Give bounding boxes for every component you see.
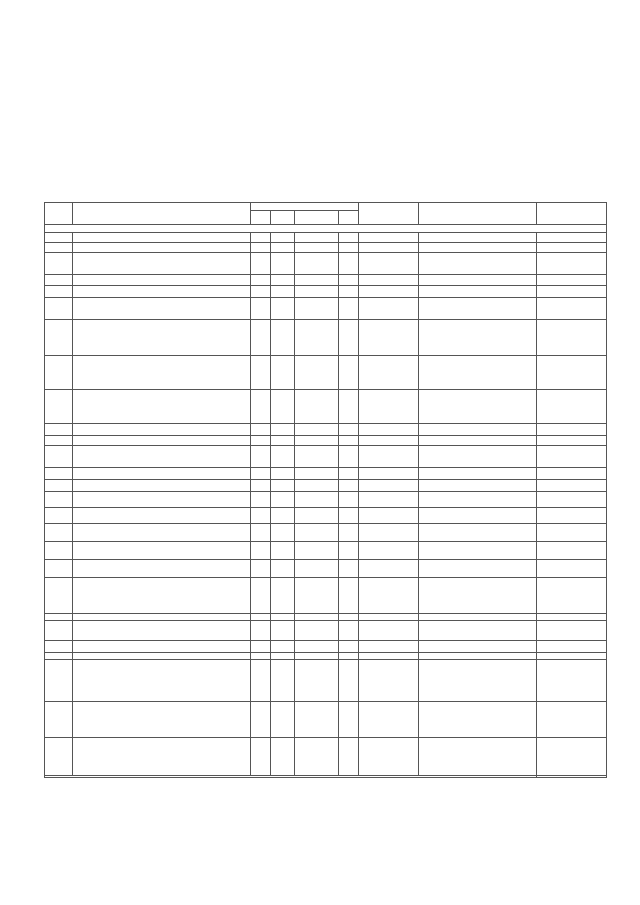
row-main-manager — [359, 560, 419, 578]
row-csr — [295, 390, 339, 424]
row-csr — [295, 253, 339, 275]
row-vr — [339, 524, 359, 542]
row-grbs — [251, 508, 271, 524]
row-grbs — [251, 660, 271, 702]
row-name — [73, 641, 251, 653]
row-number — [45, 320, 73, 356]
row-vr — [339, 468, 359, 480]
row-grbs — [251, 614, 271, 621]
row-csr — [295, 233, 339, 243]
row-name — [73, 233, 251, 243]
row-grbs — [251, 653, 271, 660]
row-name — [73, 298, 251, 320]
row-csr — [295, 436, 339, 446]
row-amount — [537, 508, 607, 524]
row-number — [45, 356, 73, 390]
row-distributor — [419, 702, 537, 738]
table-row — [45, 641, 607, 653]
table-row — [45, 436, 607, 446]
row-section-code — [271, 621, 295, 641]
row-grbs — [251, 468, 271, 480]
row-number — [45, 560, 73, 578]
table-row — [45, 621, 607, 641]
row-name — [73, 614, 251, 621]
header-grbs — [251, 211, 271, 225]
row-csr — [295, 286, 339, 298]
row-amount — [537, 243, 607, 253]
row-vr — [339, 480, 359, 492]
row-section-code — [271, 641, 295, 653]
row-amount — [537, 356, 607, 390]
row-grbs — [251, 446, 271, 468]
row-main-manager — [359, 641, 419, 653]
row-number — [45, 492, 73, 508]
row-name — [73, 286, 251, 298]
section-title — [45, 225, 607, 233]
budget-table — [44, 202, 607, 778]
table-row — [45, 660, 607, 702]
row-number — [45, 233, 73, 243]
row-vr — [339, 390, 359, 424]
row-main-manager — [359, 286, 419, 298]
row-name — [73, 653, 251, 660]
row-section-code — [271, 738, 295, 776]
row-number — [45, 738, 73, 776]
row-grbs — [251, 275, 271, 286]
row-main-manager — [359, 578, 419, 614]
row-amount — [537, 480, 607, 492]
row-distributor — [419, 243, 537, 253]
row-amount — [537, 424, 607, 436]
row-distributor — [419, 738, 537, 776]
row-vr — [339, 508, 359, 524]
row-distributor — [419, 653, 537, 660]
row-distributor — [419, 446, 537, 468]
row-number — [45, 298, 73, 320]
row-grbs — [251, 233, 271, 243]
row-section-code — [271, 424, 295, 436]
table-row — [45, 275, 607, 286]
table-row — [45, 243, 607, 253]
table-row — [45, 320, 607, 356]
row-csr — [295, 275, 339, 286]
row-distributor — [419, 298, 537, 320]
row-section-code — [271, 578, 295, 614]
row-vr — [339, 253, 359, 275]
row-section-code — [271, 286, 295, 298]
row-csr — [295, 621, 339, 641]
row-csr — [295, 614, 339, 621]
row-grbs — [251, 253, 271, 275]
row-vr — [339, 233, 359, 243]
row-main-manager — [359, 424, 419, 436]
row-amount — [537, 390, 607, 424]
row-amount — [537, 275, 607, 286]
table-row — [45, 446, 607, 468]
row-number — [45, 390, 73, 424]
row-section-code — [271, 614, 295, 621]
header-section — [271, 211, 295, 225]
table-row — [45, 738, 607, 776]
row-section-code — [271, 253, 295, 275]
row-number — [45, 275, 73, 286]
row-csr — [295, 480, 339, 492]
row-grbs — [251, 298, 271, 320]
table-row — [45, 356, 607, 390]
row-distributor — [419, 468, 537, 480]
section-row — [45, 225, 607, 233]
row-section-code — [271, 320, 295, 356]
row-amount — [537, 578, 607, 614]
row-grbs — [251, 243, 271, 253]
row-amount — [537, 560, 607, 578]
row-csr — [295, 524, 339, 542]
row-number — [45, 508, 73, 524]
row-name — [73, 508, 251, 524]
row-vr — [339, 621, 359, 641]
row-main-manager — [359, 320, 419, 356]
row-vr — [339, 542, 359, 560]
row-main-manager — [359, 524, 419, 542]
row-distributor — [419, 621, 537, 641]
row-section-code — [271, 492, 295, 508]
row-main-manager — [359, 253, 419, 275]
total-amount — [537, 776, 607, 778]
row-vr — [339, 738, 359, 776]
row-section-code — [271, 446, 295, 468]
row-vr — [339, 243, 359, 253]
table-row — [45, 614, 607, 621]
row-number — [45, 614, 73, 621]
row-main-manager — [359, 446, 419, 468]
row-name — [73, 542, 251, 560]
row-section-code — [271, 508, 295, 524]
row-vr — [339, 578, 359, 614]
row-name — [73, 621, 251, 641]
row-grbs — [251, 641, 271, 653]
row-amount — [537, 614, 607, 621]
header-classification-group — [251, 203, 359, 211]
table-row — [45, 286, 607, 298]
row-number — [45, 436, 73, 446]
row-distributor — [419, 660, 537, 702]
row-name — [73, 320, 251, 356]
row-vr — [339, 436, 359, 446]
row-amount — [537, 286, 607, 298]
row-distributor — [419, 253, 537, 275]
row-main-manager — [359, 480, 419, 492]
row-distributor — [419, 233, 537, 243]
row-name — [73, 480, 251, 492]
header-vr — [339, 211, 359, 225]
row-section-code — [271, 480, 295, 492]
row-csr — [295, 641, 339, 653]
row-distributor — [419, 390, 537, 424]
row-grbs — [251, 390, 271, 424]
row-main-manager — [359, 298, 419, 320]
row-csr — [295, 320, 339, 356]
row-section-code — [271, 542, 295, 560]
row-section-code — [271, 653, 295, 660]
row-name — [73, 446, 251, 468]
header-main-manager — [359, 203, 419, 225]
row-grbs — [251, 702, 271, 738]
row-main-manager — [359, 356, 419, 390]
row-amount — [537, 738, 607, 776]
row-vr — [339, 492, 359, 508]
table-row — [45, 492, 607, 508]
row-name — [73, 356, 251, 390]
total-row — [45, 776, 607, 778]
row-name — [73, 660, 251, 702]
total-label — [45, 776, 537, 778]
row-distributor — [419, 578, 537, 614]
row-main-manager — [359, 275, 419, 286]
table-row — [45, 480, 607, 492]
header-csr — [295, 211, 339, 225]
row-number — [45, 621, 73, 641]
row-number — [45, 524, 73, 542]
row-grbs — [251, 480, 271, 492]
row-number — [45, 702, 73, 738]
row-number — [45, 446, 73, 468]
row-amount — [537, 320, 607, 356]
row-vr — [339, 660, 359, 702]
row-distributor — [419, 560, 537, 578]
row-name — [73, 560, 251, 578]
row-grbs — [251, 286, 271, 298]
header-amount — [537, 203, 607, 225]
row-name — [73, 436, 251, 446]
row-amount — [537, 446, 607, 468]
header-name — [73, 203, 251, 225]
row-amount — [537, 641, 607, 653]
row-distributor — [419, 614, 537, 621]
row-number — [45, 253, 73, 275]
row-vr — [339, 320, 359, 356]
row-vr — [339, 298, 359, 320]
row-amount — [537, 492, 607, 508]
header-no — [45, 203, 73, 225]
row-csr — [295, 542, 339, 560]
row-vr — [339, 446, 359, 468]
row-distributor — [419, 436, 537, 446]
row-vr — [339, 424, 359, 436]
row-amount — [537, 653, 607, 660]
row-csr — [295, 508, 339, 524]
row-section-code — [271, 660, 295, 702]
row-amount — [537, 702, 607, 738]
row-distributor — [419, 508, 537, 524]
row-distributor — [419, 492, 537, 508]
row-section-code — [271, 468, 295, 480]
row-section-code — [271, 390, 295, 424]
row-number — [45, 660, 73, 702]
row-name — [73, 468, 251, 480]
row-grbs — [251, 542, 271, 560]
row-amount — [537, 233, 607, 243]
row-csr — [295, 243, 339, 253]
row-name — [73, 524, 251, 542]
row-csr — [295, 492, 339, 508]
row-main-manager — [359, 653, 419, 660]
row-number — [45, 243, 73, 253]
row-name — [73, 738, 251, 776]
row-grbs — [251, 578, 271, 614]
row-distributor — [419, 641, 537, 653]
row-number — [45, 424, 73, 436]
table-row — [45, 253, 607, 275]
row-name — [73, 492, 251, 508]
row-number — [45, 542, 73, 560]
row-section-code — [271, 275, 295, 286]
row-main-manager — [359, 660, 419, 702]
table-row — [45, 653, 607, 660]
row-distributor — [419, 286, 537, 298]
row-section-code — [271, 560, 295, 578]
row-vr — [339, 702, 359, 738]
row-name — [73, 275, 251, 286]
header-distributor — [419, 203, 537, 225]
row-grbs — [251, 621, 271, 641]
row-distributor — [419, 542, 537, 560]
row-grbs — [251, 492, 271, 508]
row-main-manager — [359, 436, 419, 446]
row-main-manager — [359, 542, 419, 560]
table-row — [45, 390, 607, 424]
row-section-code — [271, 524, 295, 542]
row-section-code — [271, 233, 295, 243]
row-distributor — [419, 480, 537, 492]
row-amount — [537, 621, 607, 641]
row-amount — [537, 660, 607, 702]
row-distributor — [419, 524, 537, 542]
budget-table-body — [45, 225, 607, 778]
table-row — [45, 560, 607, 578]
appendix-header-lines — [356, 70, 606, 77]
row-amount — [537, 436, 607, 446]
row-number — [45, 653, 73, 660]
row-distributor — [419, 424, 537, 436]
row-csr — [295, 560, 339, 578]
row-grbs — [251, 424, 271, 436]
row-amount — [537, 468, 607, 480]
row-distributor — [419, 356, 537, 390]
row-section-code — [271, 702, 295, 738]
row-vr — [339, 614, 359, 621]
row-csr — [295, 468, 339, 480]
table-row — [45, 542, 607, 560]
row-vr — [339, 356, 359, 390]
row-csr — [295, 578, 339, 614]
row-amount — [537, 524, 607, 542]
row-vr — [339, 653, 359, 660]
row-main-manager — [359, 508, 419, 524]
row-name — [73, 578, 251, 614]
row-main-manager — [359, 614, 419, 621]
row-csr — [295, 446, 339, 468]
appendix-header — [356, 70, 606, 77]
row-csr — [295, 298, 339, 320]
row-main-manager — [359, 233, 419, 243]
row-main-manager — [359, 702, 419, 738]
row-csr — [295, 356, 339, 390]
row-amount — [537, 542, 607, 560]
row-amount — [537, 253, 607, 275]
row-csr — [295, 660, 339, 702]
row-grbs — [251, 356, 271, 390]
table-row — [45, 702, 607, 738]
row-csr — [295, 738, 339, 776]
row-vr — [339, 641, 359, 653]
row-grbs — [251, 560, 271, 578]
row-name — [73, 424, 251, 436]
row-distributor — [419, 275, 537, 286]
row-section-code — [271, 298, 295, 320]
row-csr — [295, 424, 339, 436]
row-vr — [339, 286, 359, 298]
row-number — [45, 641, 73, 653]
row-vr — [339, 275, 359, 286]
table-row — [45, 578, 607, 614]
row-number — [45, 468, 73, 480]
table-row — [45, 298, 607, 320]
row-name — [73, 253, 251, 275]
row-grbs — [251, 320, 271, 356]
row-main-manager — [359, 621, 419, 641]
row-main-manager — [359, 468, 419, 480]
table-row — [45, 233, 607, 243]
row-section-code — [271, 243, 295, 253]
row-main-manager — [359, 390, 419, 424]
row-main-manager — [359, 492, 419, 508]
row-main-manager — [359, 738, 419, 776]
row-section-code — [271, 436, 295, 446]
row-name — [73, 390, 251, 424]
table-row — [45, 524, 607, 542]
row-number — [45, 286, 73, 298]
row-number — [45, 578, 73, 614]
row-name — [73, 702, 251, 738]
row-csr — [295, 702, 339, 738]
row-grbs — [251, 524, 271, 542]
row-name — [73, 243, 251, 253]
row-grbs — [251, 738, 271, 776]
row-vr — [339, 560, 359, 578]
row-grbs — [251, 436, 271, 446]
row-amount — [537, 298, 607, 320]
table-row — [45, 508, 607, 524]
table-row — [45, 468, 607, 480]
row-number — [45, 480, 73, 492]
row-csr — [295, 653, 339, 660]
row-section-code — [271, 356, 295, 390]
row-distributor — [419, 320, 537, 356]
table-row — [45, 424, 607, 436]
row-main-manager — [359, 243, 419, 253]
